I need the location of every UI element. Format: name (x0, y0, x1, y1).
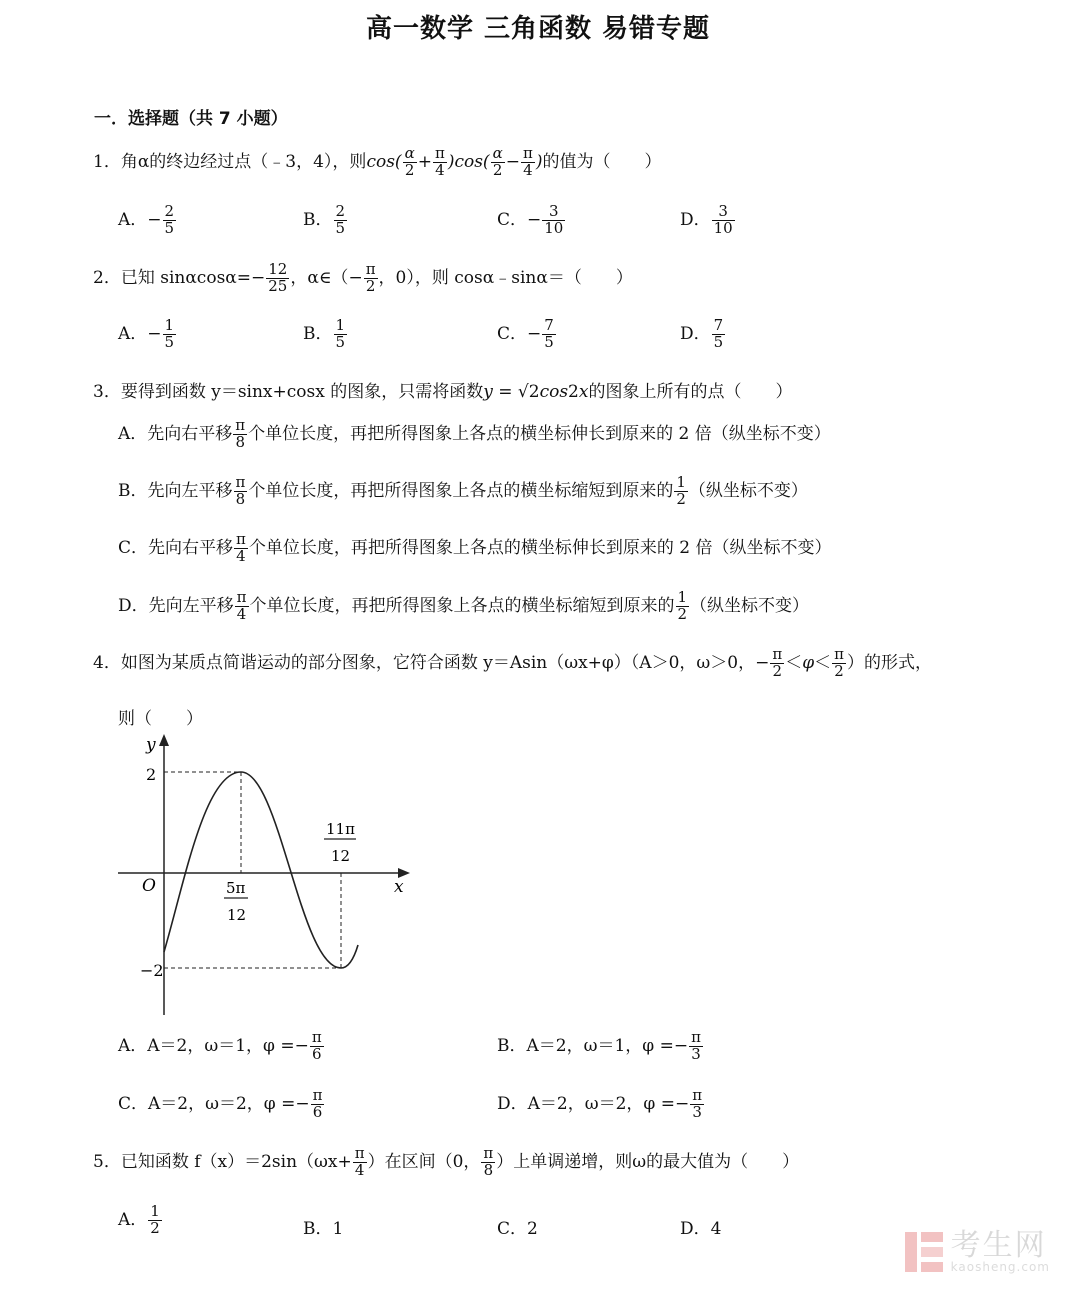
watermark-cn: 考生网 (950, 1228, 1047, 1263)
x2-num: 11π (326, 820, 355, 838)
x2-den: 12 (331, 847, 351, 865)
q4-option-a[interactable]: A．A＝2，ω＝1，φ =− $\frac{\pi}{6}$ (118, 1028, 322, 1063)
q3-option-c[interactable]: C．先向右平移 $\frac{\pi}{4}$ 个单位长度，再把所得图象上各点的横坐标伸长到原来的 2 倍（纵坐标不变） (118, 530, 832, 565)
q1-option-c[interactable]: C．− $\frac{3}{10}$ (497, 202, 564, 237)
x-label: x (394, 877, 404, 897)
question-5: 5．已知函数 f（x）＝2sin（ωx+ $\frac{\pi}{4}$ ）在区间（0， $\frac{\pi}{8}$ ）上单调递增，则ω的最大值为（ ） (93, 1144, 800, 1179)
watermark-logo-icon (903, 1230, 945, 1274)
q2-option-b[interactable]: B． $\frac{1}{5}$ (303, 316, 346, 351)
origin-label: O (142, 876, 156, 896)
question-1: 1．角α的终边经过点（﹣3，4），则cos( $\frac{\alpha}{2}$ + $\frac{\pi}{4}$ )cos( $\frac{\alpha}{2}$ − $\frac{\pi}{4}$ )的值为（ ） (93, 144, 662, 179)
question-4: 4．如图为某质点简谐运动的部分图象，它符合函数 y＝Asin（ωx+φ）（A＞0，ω＞0，− $\frac{\pi}{2}$ ＜φ＜ $\frac{\pi}{2}$ ）的形式， (93, 645, 932, 680)
q1-option-a[interactable]: A．− $\frac{2}{5}$ (118, 202, 175, 237)
q4-graph (110, 730, 420, 1022)
question-3: 3．要得到函数 y＝sinx+cosx 的图象，只需将函数y = √2cos2x的图象上所有的点（ ） (93, 382, 793, 402)
y-label: y (146, 735, 156, 755)
watermark-en: kaosheng.com (950, 1260, 1050, 1274)
q4-option-d[interactable]: D．A＝2，ω＝2，φ =− $\frac{\pi}{3}$ (497, 1086, 703, 1121)
q4-option-b[interactable]: B．A＝2，ω＝1，φ =− $\frac{\pi}{3}$ (497, 1028, 701, 1063)
q3-option-b[interactable]: B．先向左平移 $\frac{\pi}{8}$ 个单位长度，再把所得图象上各点的横坐标缩短到原来的 $\frac{1}{2}$ （纵坐标不变） (118, 473, 808, 508)
page-title: 高一数学 三角函数 易错专题 (365, 14, 711, 44)
sine-curve (164, 772, 358, 968)
q4-option-c[interactable]: C．A＝2，ω＝2，φ =− $\frac{\pi}{6}$ (118, 1086, 323, 1121)
y-max-label: 2 (146, 765, 157, 784)
q5-option-a[interactable]: A． $\frac{1}{2}$ (118, 1202, 160, 1237)
q1-option-b[interactable]: B． $\frac{2}{5}$ (303, 202, 346, 237)
q3-option-a[interactable]: A．先向右平移 $\frac{\pi}{8}$ 个单位长度，再把所得图象上各点的横坐标伸长到原来的 2 倍（纵坐标不变） (118, 416, 831, 451)
x1-den: 12 (227, 906, 247, 924)
y-min-label: −2 (140, 961, 164, 980)
q2-option-d[interactable]: D． $\frac{7}{5}$ (680, 316, 724, 351)
q2-option-a[interactable]: A．− $\frac{1}{5}$ (118, 316, 175, 351)
watermark (903, 1230, 1050, 1274)
q1-option-d[interactable]: D． $\frac{3}{10}$ (680, 202, 733, 237)
q2-option-c[interactable]: C．− $\frac{7}{5}$ (497, 316, 554, 351)
q5-option-c[interactable]: C．2 (497, 1219, 538, 1239)
x1-num: 5π (226, 879, 246, 897)
question-2: 2．已知 sinαcosα=− $\frac{12}{25}$ ，α∈（− $\frac{\pi}{2}$ ，0），则 cosα﹣sinα＝（ ） (93, 260, 633, 295)
q3-option-d[interactable]: D．先向左平移 $\frac{\pi}{4}$ 个单位长度，再把所得图象上各点的横坐标缩短到原来的 $\frac{1}{2}$ （纵坐标不变） (118, 588, 810, 623)
q5-option-b[interactable]: B．1 (303, 1219, 344, 1239)
y-axis-arrow (159, 734, 169, 746)
q4-stem-end: 则（ ） (118, 709, 203, 729)
q1-stem: 1．角α的终边经过点（﹣3，4），则 (93, 151, 367, 172)
section-heading: 一．选择题（共 7 小题） (94, 109, 288, 129)
q5-option-d[interactable]: D．4 (680, 1219, 722, 1239)
